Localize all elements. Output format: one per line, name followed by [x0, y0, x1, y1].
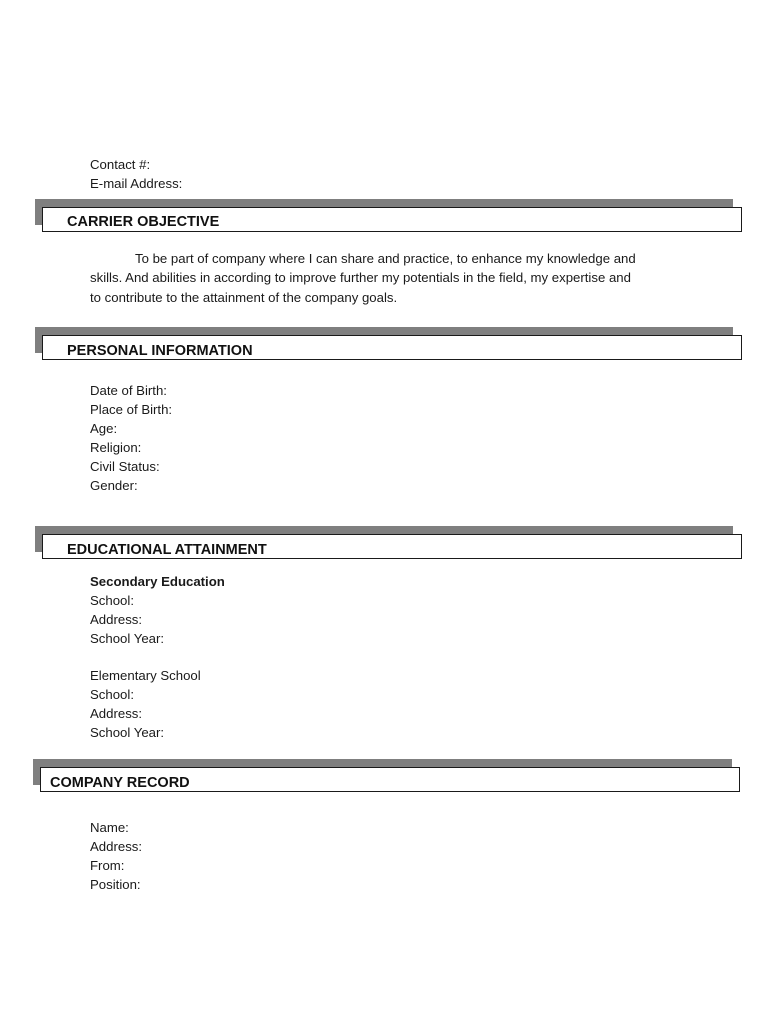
company-heading: COMPANY RECORD [50, 775, 190, 791]
civil-status-label: Civil Status: [90, 459, 160, 474]
contact-number-label: Contact #: [90, 157, 151, 172]
personal-fields [90, 381, 172, 495]
company-name-label: Name: [90, 820, 129, 835]
elementary-school-year-label: School Year: [90, 725, 165, 740]
elementary-school-block [90, 666, 201, 742]
elementary-address-label: Address: [90, 706, 143, 721]
age-label: Age: [90, 421, 118, 436]
gender-label: Gender: [90, 478, 138, 493]
religion-label: Religion: [90, 440, 142, 455]
objective-line-2: skills. And abilities in according to improve further my potentials in the field, my expertise and [90, 270, 631, 286]
elementary-school-title: Elementary School [90, 668, 201, 683]
date-of-birth-label: Date of Birth: [90, 383, 167, 398]
objective-line-3: to contribute to the attainment of the company goals. [90, 289, 398, 305]
elementary-school-label: School: [90, 687, 134, 702]
secondary-school-label: School: [90, 593, 134, 608]
place-of-birth-label: Place of Birth: [90, 402, 173, 417]
company-from-label: From: [90, 858, 125, 873]
email-address-label: E-mail Address: [90, 176, 183, 191]
secondary-address-label: Address: [90, 612, 143, 627]
secondary-school-year-label: School Year: [90, 631, 165, 646]
objective-paragraph [90, 249, 680, 307]
secondary-education-title: Secondary Education [90, 574, 225, 589]
personal-heading: PERSONAL INFORMATION [67, 343, 253, 359]
company-address-label: Address: [90, 839, 143, 854]
objective-heading: CARRIER OBJECTIVE [67, 214, 220, 230]
company-position-label: Position: [90, 877, 141, 892]
secondary-education-block [90, 572, 225, 648]
company-fields [90, 818, 142, 894]
education-heading: EDUCATIONAL ATTAINMENT [67, 542, 267, 558]
objective-line-1: To be part of company where I can share and practice, to enhance my knowledge and [135, 251, 636, 266]
